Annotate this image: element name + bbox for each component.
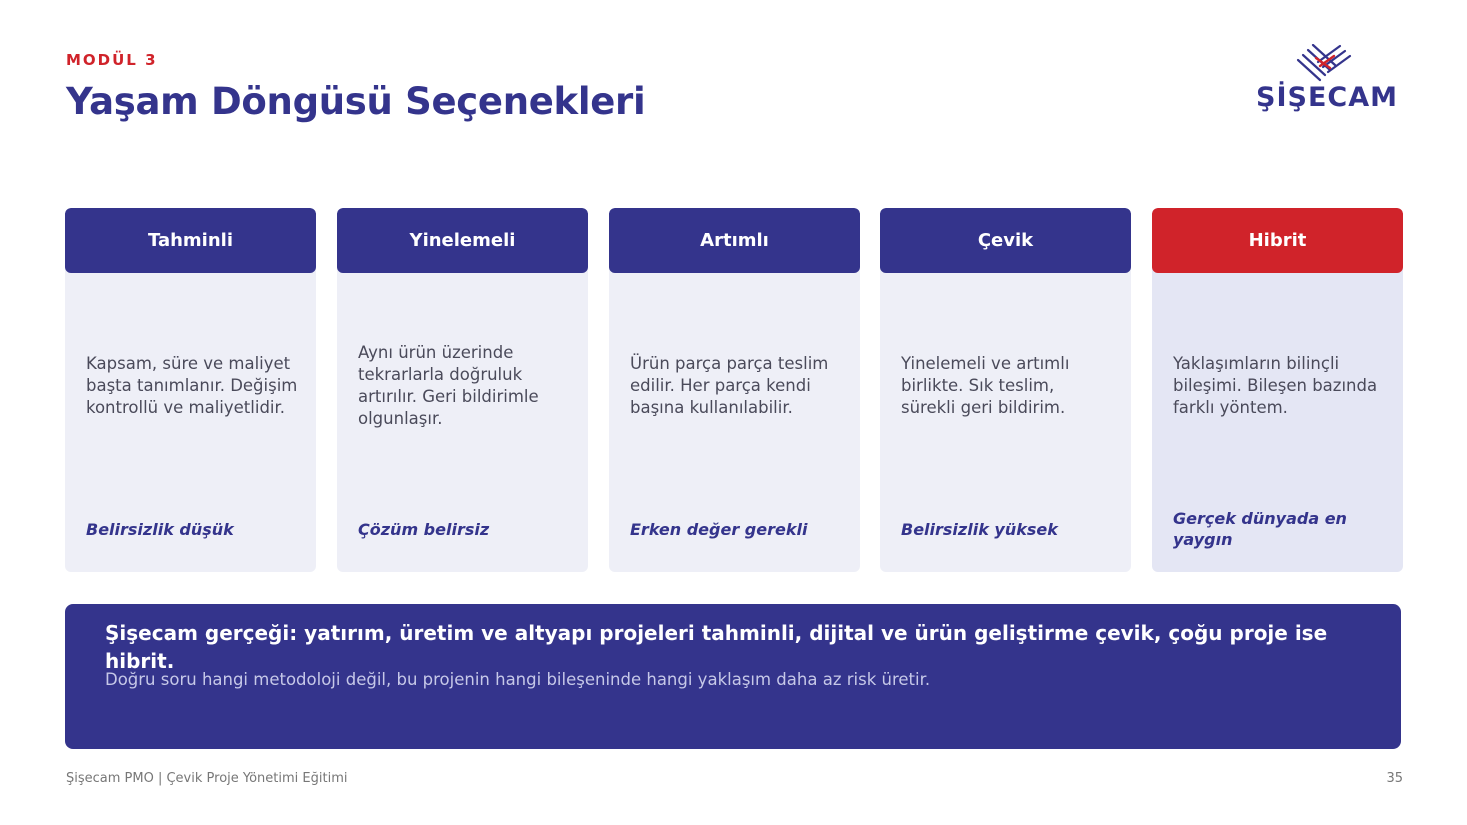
- card-artimli: [609, 208, 860, 572]
- sisecam-logo-mark-icon: [1256, 44, 1404, 84]
- page-number: 35: [1386, 771, 1403, 786]
- card-description: Kapsam, süre ve maliyet başta tanımlanır. Değişim kontrollü ve maliyetlidir.: [86, 353, 298, 417]
- page-title: Yaşam Döngüsü Seçenekleri: [66, 80, 646, 123]
- card-footer: Çözüm belirsiz: [358, 519, 490, 539]
- card-title: Çevik: [880, 208, 1131, 273]
- card-tahminli: [65, 208, 316, 572]
- sisecam-logo: [1256, 44, 1404, 114]
- card-description: Aynı ürün üzerinde tekrarlarla doğruluk artırılır. Geri bildirimle olgunlaşır.: [358, 342, 539, 428]
- card-footer: Erken değer gerekli: [630, 519, 808, 539]
- card-title: Yinelemeli: [337, 208, 588, 273]
- card-title: Hibrit: [1152, 208, 1403, 273]
- insight-banner: [65, 604, 1401, 749]
- card-yinelemeli: [337, 208, 588, 572]
- card-footer: Belirsizlik yüksek: [901, 519, 1058, 539]
- card-title: Artımlı: [609, 208, 860, 273]
- card-hibrit: [1152, 208, 1403, 572]
- card-footer: Gerçek dünyada en yaygın: [1173, 509, 1347, 549]
- banner-title: Şişecam gerçeği: yatırım, üretim ve altyapı projeleri tahminli, dijital ve ürün geliştirme çevik, çoğu proje ise hibrit.: [105, 621, 1328, 673]
- card-title: Tahminli: [65, 208, 316, 273]
- card-description: Ürün parça parça teslim edilir. Her parça kendi başına kullanılabilir.: [630, 353, 829, 417]
- card-description: Yaklaşımların bilinçli bileşimi. Bileşen bazında farklı yöntem.: [1173, 353, 1378, 417]
- card-cevik: [880, 208, 1131, 572]
- footer-caption: Şişecam PMO | Çevik Proje Yönetimi Eğitimi: [66, 771, 348, 786]
- card-footer: Belirsizlik düşük: [86, 519, 234, 539]
- module-label: MODÜL 3: [66, 51, 158, 69]
- banner-subtitle: Doğru soru hangi metodoloji değil, bu projenin hangi bileşeninde hangi yaklaşım daha az risk üretir.: [105, 670, 931, 689]
- logo-wordmark: ŞİŞECAM: [1256, 82, 1398, 113]
- card-description: Yinelemeli ve artımlı birlikte. Sık teslim, sürekli geri bildirim.: [901, 353, 1070, 417]
